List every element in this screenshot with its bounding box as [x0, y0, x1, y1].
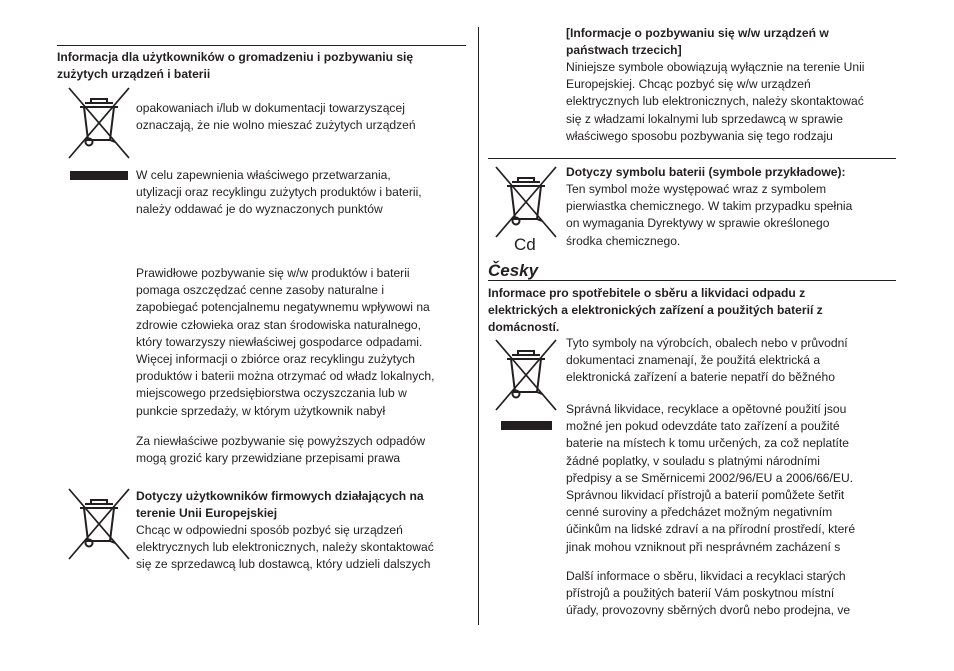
- left-para-1: opakowaniach i/lub w dokumentacji towarzyszącej oznaczają, że nie wolno mieszać zużytych urządzeń: [136, 101, 416, 133]
- left-para-2: W celu zapewnienia właściwego przetwarzania, utylizacji oraz recyklingu zużytych produktów i baterii, należy oddawać je do wyznaczonych punktów: [136, 168, 422, 217]
- crossed-out-wheelie-bin-icon: [63, 485, 135, 563]
- czech-para-3: Další informace o sběru, likvidaci a recyklaci starých přístrojů a použitých baterií Vám poskytnou místní úřady, provozovny sběrných dvorů nebo prodejna, ve: [566, 569, 851, 618]
- business-users-text: Chcąc w odpowiedni sposób pozbyć się urządzeń elektrycznych lub elektronicznych, należy skontaktować się ze sprzedawcą lub dostawcą, który udzieli dalszych: [136, 523, 434, 572]
- business-users-heading: Dotyczy użytkowników firmowych działających na terenie Unii Europejskiej: [136, 489, 424, 521]
- czech-title-rule: [488, 280, 896, 281]
- right-rule-1: [488, 158, 896, 159]
- crossed-out-wheelie-bin-icon: [490, 336, 562, 414]
- czech-para-2: Správná likvidace, recyklace a opětovné použití jsou možné jen pokud odevzdáte tato zařízení a použité baterie na místech k tomu určených, za což neplatíte žádné poplatky, v souladu s platnými národními předpisy a se Směrnicemi 2002/96/EU a 2006/66/EU. Správnou likvidací přístrojů a baterií pomůžete šetřit cenné suroviny a předcházet možným negativním účinkům na lidské zdraví a na přírodní prostředí, které jinak mohou vzniknout při nesprávném zacházení s: [566, 402, 856, 554]
- left-para-4: Za niewłaściwe pozbywanie się powyższych odpadów mogą grozić kary przewidziane przepisami prawa: [136, 434, 426, 466]
- left-top-rule: [57, 45, 466, 46]
- black-bar-symbol: [70, 171, 128, 180]
- crossed-out-wheelie-bin-icon: [63, 84, 135, 162]
- crossed-out-wheelie-bin-battery-icon: [490, 163, 562, 241]
- third-countries-heading: [Informacje o pozbywaniu się w/w urządzeń w państwach trzecich]: [566, 26, 829, 58]
- czech-heading: Informace pro spotřebitele o sběru a likvidaci odpadu z elektrických a elektronických zařízení a použitých baterií z domácností.: [488, 286, 823, 335]
- cadmium-symbol: Cd: [514, 235, 536, 254]
- left-section-heading: Informacja dla użytkowników o gromadzeniu i pozbywaniu się zużytych urządzeń i baterii: [57, 50, 414, 82]
- battery-symbol-text: Ten symbol może występować wraz z symbolem pierwiastka chemicznego. W takim przypadku spełnia on wymagania Dyrektywy w sprawie określonego środka chemicznego.: [566, 182, 853, 248]
- column-divider: [478, 27, 479, 625]
- czech-section-title: Česky: [488, 261, 539, 280]
- battery-symbol-heading: Dotyczy symbolu baterii (symbole przykładowe):: [566, 165, 846, 179]
- third-countries-text: Niniejsze symbole obowiązują wyłącznie na terenie Unii Europejskiej. Chcąc pozbyć się w/w urządzeń elektrycznych lub elektronicznych, należy skontaktować się z władzami lokalnymi lub sprzedawcą w sprawie właściwego sposobu pozbywania się tego rodzaju: [566, 60, 865, 143]
- left-para-3: Prawidłowe pozbywanie się w/w produktów i baterii pomaga oszczędzać cenne zasoby naturalne i zapobiegać potencjalnemu negatywnemu wpływowi na zdrowie człowieka oraz stan środowiska naturalnego, który towarzyszy niewłaściwej gospodarce odpadami. Więcej informacji o zbiórce oraz recyklingu zużytych produktów i baterii można otrzymać od władz lokalnych, miejscowego przedsiębiorstwa oczyszczania lub w punkcie sprzedaży, w którym użytkownik nabył: [136, 266, 435, 418]
- czech-para-1: Tyto symboly na výrobcích, obalech nebo v průvodní dokumentaci znamenají, že použitá elektrická a elektronická zařízení a baterie nepatří do běžného: [566, 336, 848, 385]
- black-bar-symbol: [501, 421, 552, 430]
